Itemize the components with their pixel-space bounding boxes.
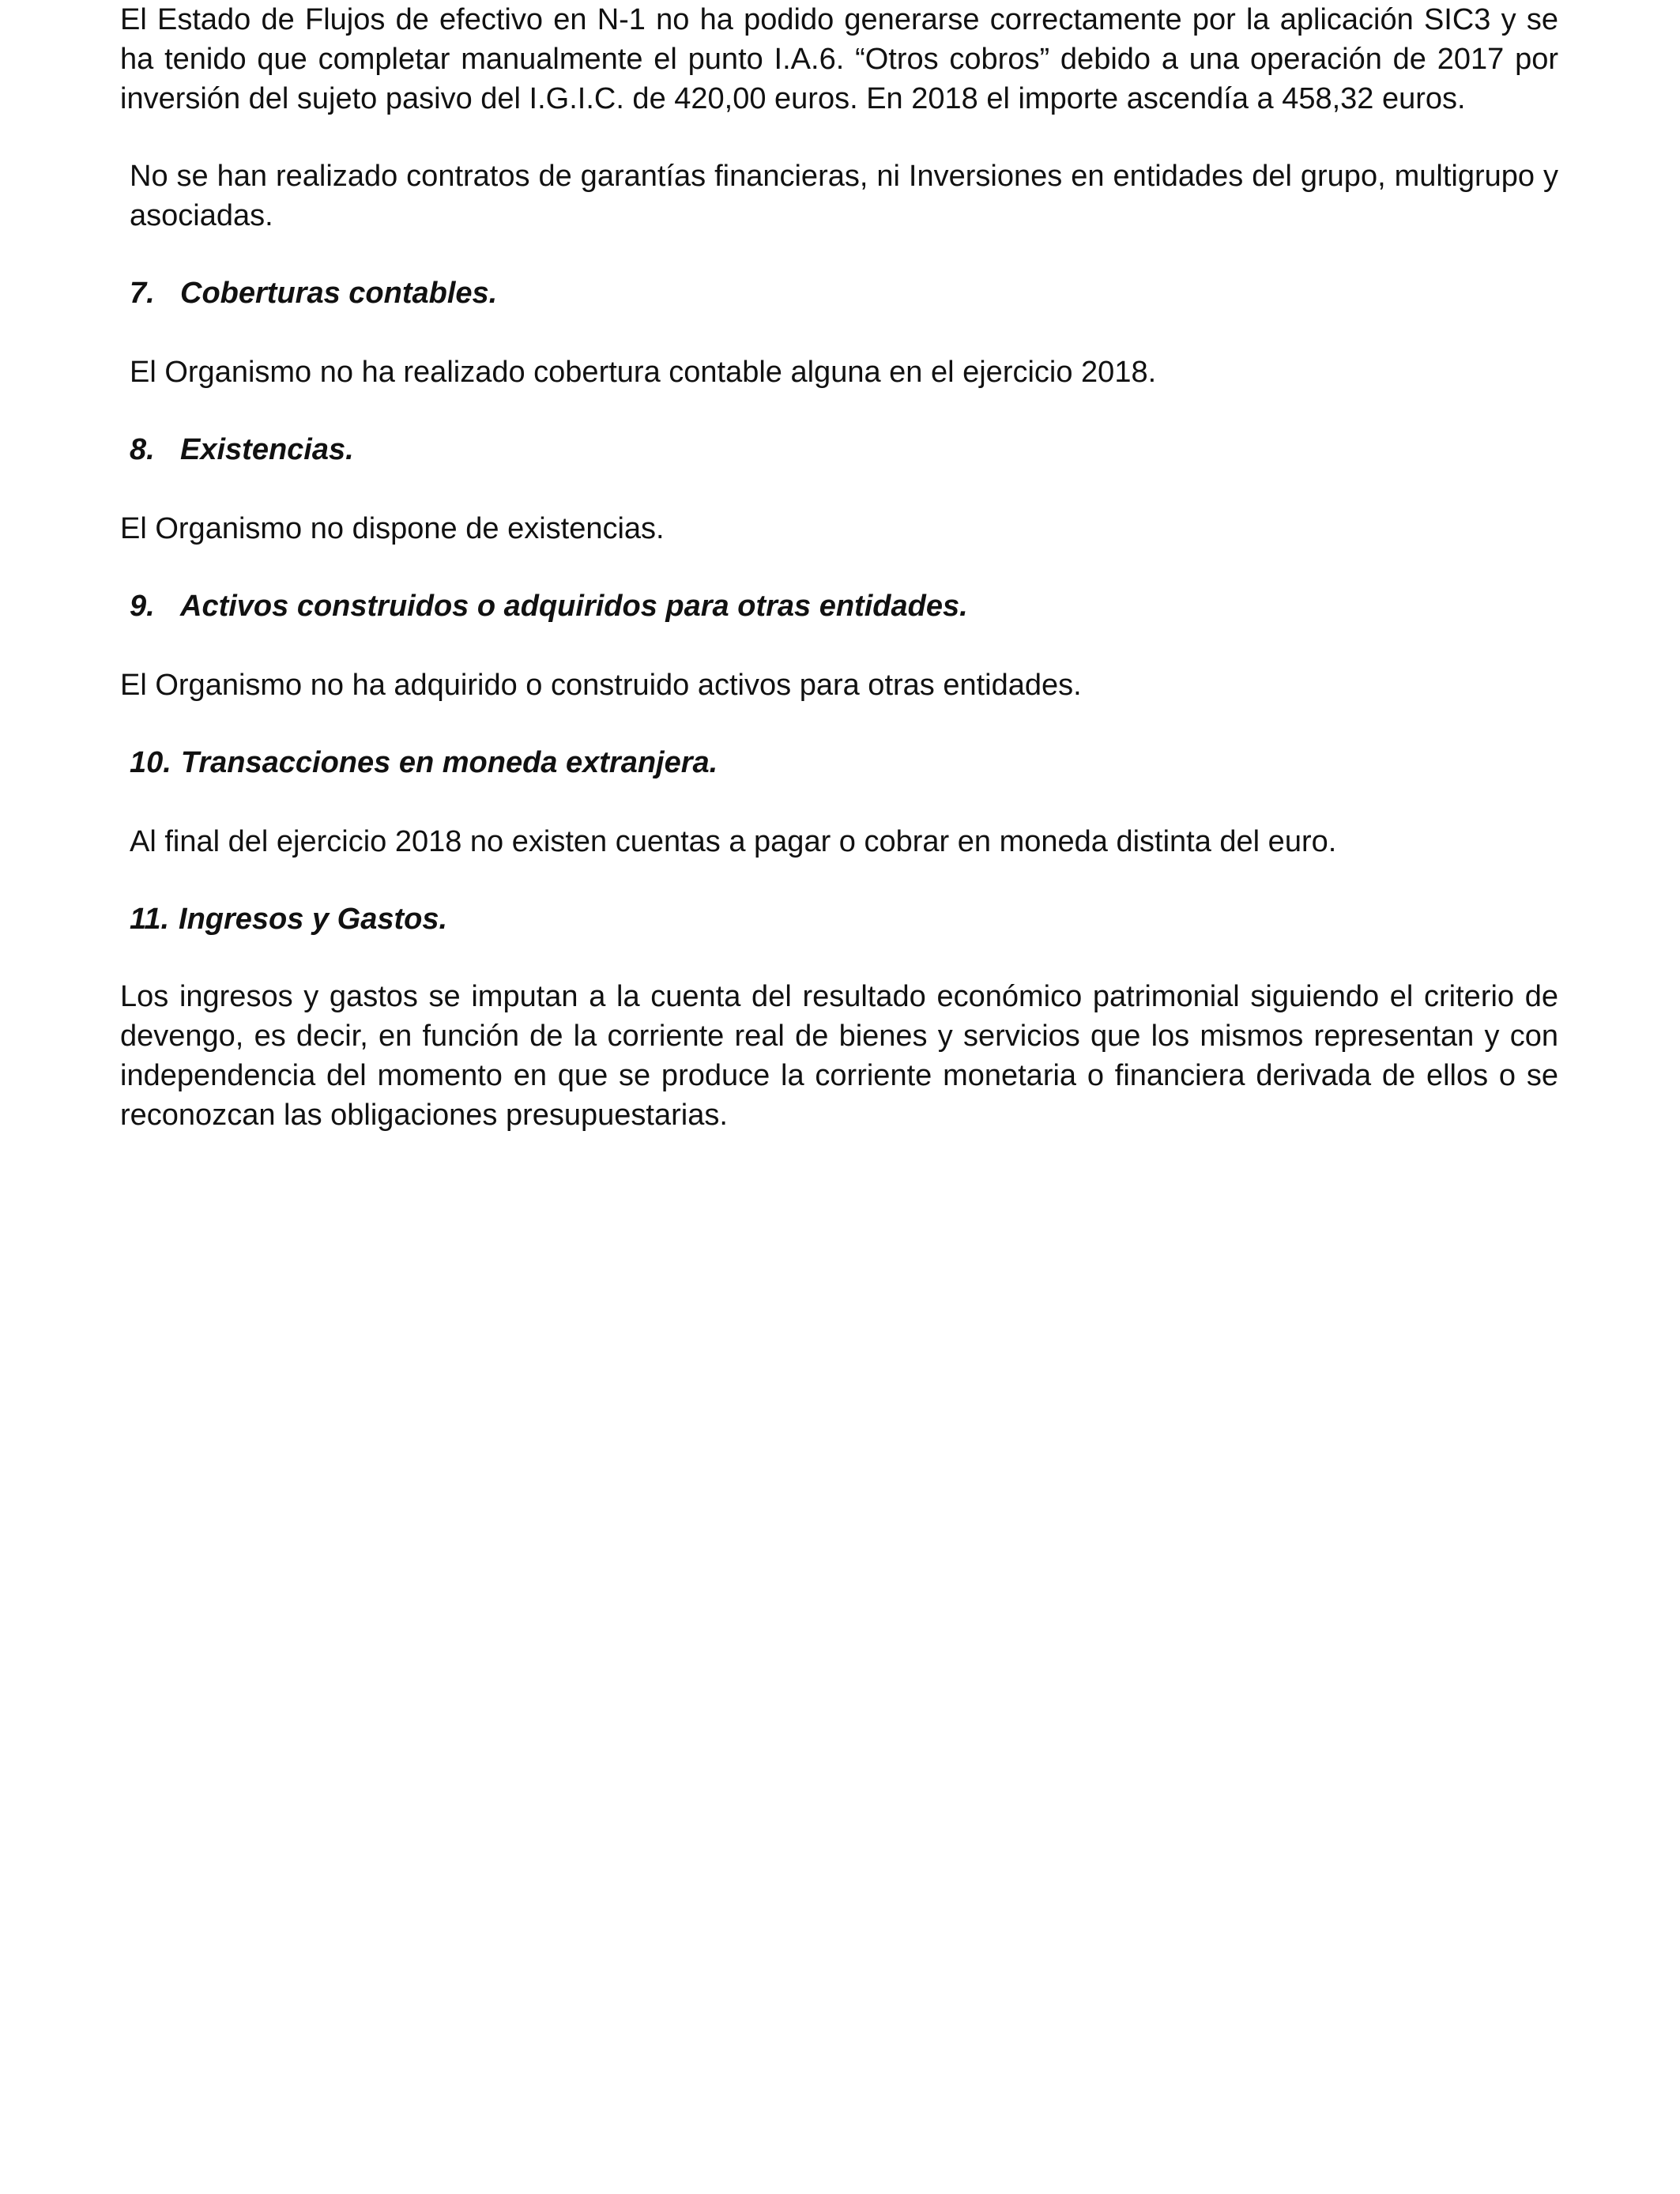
section-number: 11. <box>130 903 170 936</box>
section-title: Activos construidos o adquiridos para otras entidades. <box>180 590 968 623</box>
paragraph-flujos-efectivo: El Estado de Flujos de efectivo en N-1 no ha podido generarse correctamente por la aplicación SIC3 y se ha tenido que completar manualmente el punto I.A.6. “Otros cobros” debido a una operación de 2017 por inversión del sujeto pasivo del I.G.I.C. de 420,00 euros. En 2018 el importe ascendía a 458,32 euros. <box>120 3 1558 115</box>
section-title: Ingresos y Gastos. <box>179 903 448 936</box>
section-heading-11 <box>130 899 447 939</box>
section-title: Coberturas contables. <box>180 277 498 310</box>
section-body-8: El Organismo no dispone de existencias. <box>120 512 665 545</box>
section-body-7: El Organismo no ha realizado cobertura contable alguna en el ejercicio 2018. <box>130 356 1157 389</box>
section-heading-10 <box>130 743 718 782</box>
section-body-10: Al final del ejercicio 2018 no existen cuentas a pagar o cobrar en moneda distinta del euro. <box>130 825 1337 858</box>
section-heading-7 <box>130 273 497 313</box>
section-number: 7. <box>130 277 155 310</box>
section-body-11: Los ingresos y gastos se imputan a la cuenta del resultado económico patrimonial siguiendo el criterio de devengo, es decir, en función de la corriente real de bienes y servicios que los mismos representan y con independencia del momento en que se produce la corriente monetaria o financiera derivada de ellos o se reconozcan las obligaciones presupuestarias. <box>120 980 1558 1132</box>
section-title: Transacciones en moneda extranjera. <box>180 746 718 779</box>
section-number: 10. <box>130 746 171 779</box>
section-heading-8 <box>130 430 354 469</box>
section-heading-9 <box>130 586 968 626</box>
section-title: Existencias. <box>180 433 354 466</box>
section-number: 8. <box>130 433 155 466</box>
paragraph-garantias-financieras: No se han realizado contratos de garantías financieras, ni Inversiones en entidades del grupo, multigrupo y asociadas. <box>130 160 1558 232</box>
section-body-9: El Organismo no ha adquirido o construido activos para otras entidades. <box>120 669 1082 702</box>
section-number: 9. <box>130 590 155 623</box>
